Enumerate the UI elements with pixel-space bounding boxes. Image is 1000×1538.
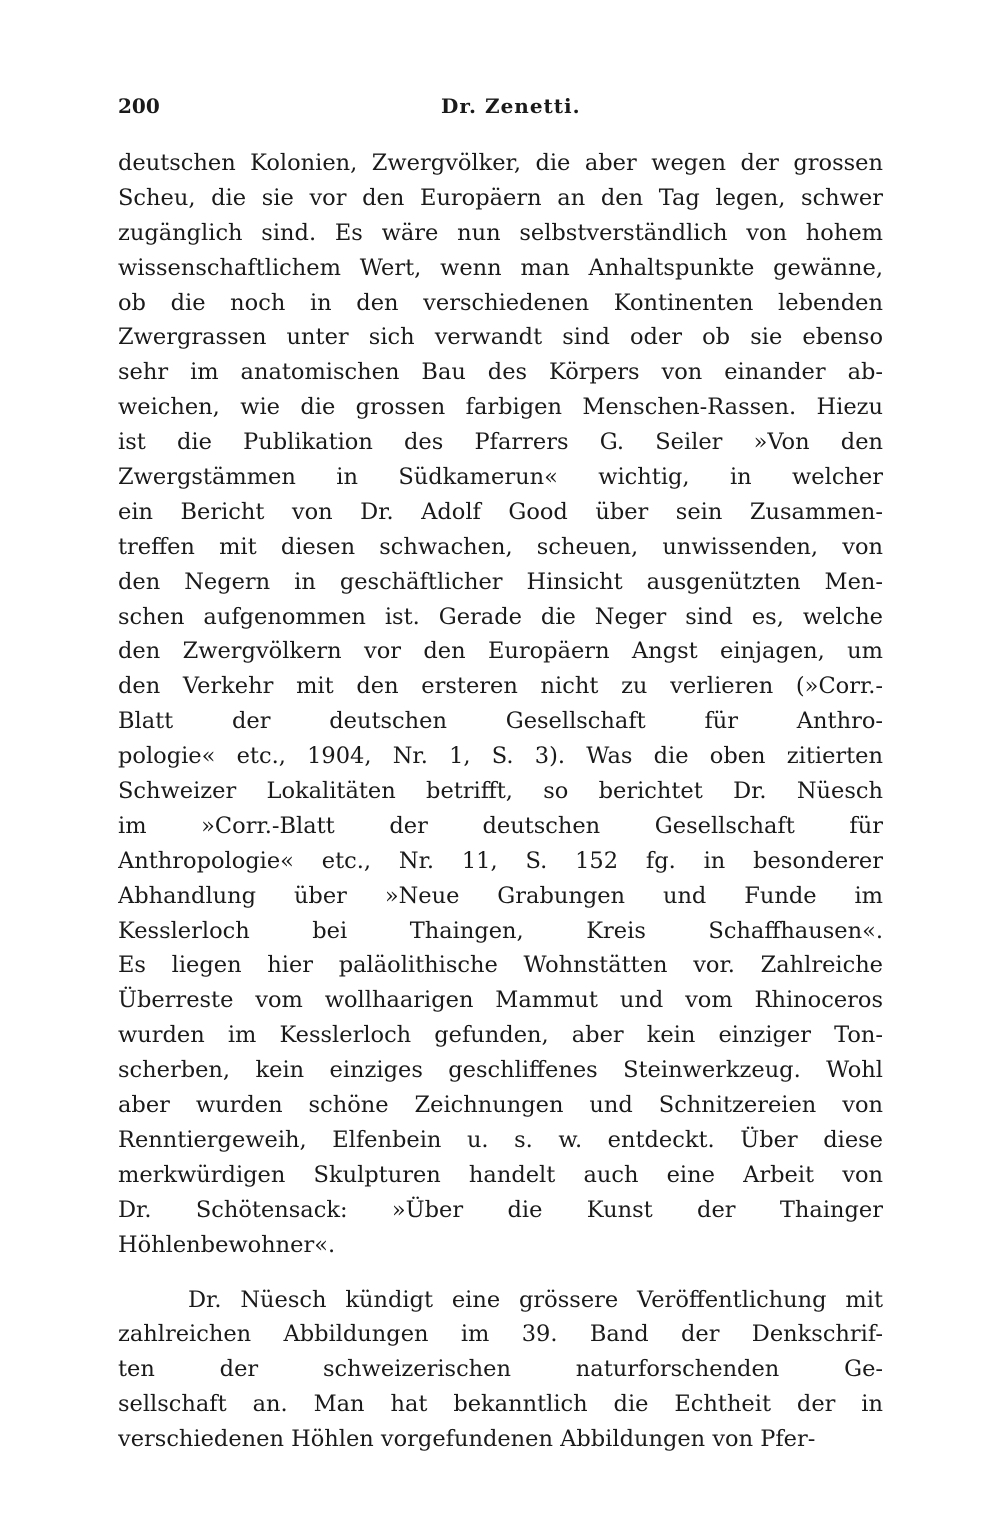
running-title: Dr. Zenetti. [441, 94, 581, 118]
text-line: zahlreichen Abbildungen im 39. Band der Denkschrif- [118, 1321, 883, 1348]
text-line: verschiedenen Höhlen vorgefundenen Abbildungen von Pfer- [118, 1426, 816, 1453]
text-line: sehr im anatomischen Bau des Körpers von einander ab- [118, 359, 883, 386]
text-line: ob die noch in den verschiedenen Kontinenten lebenden [118, 289, 883, 316]
paragraph [118, 1283, 883, 1457]
text-line: weichen, wie die grossen farbigen Menschen-Rassen. Hiezu [118, 394, 883, 421]
text-line: schen aufgenommen ist. Gerade die Neger sind es, welche [118, 603, 883, 630]
text-line: scherben, kein einziges geschliffenes Steinwerkzeug. Wohl [118, 1057, 883, 1084]
running-head [118, 94, 883, 124]
text-line: Renntiergeweih, Elfenbein u. s. w. entdeckt. Über diese [118, 1126, 883, 1153]
text-line: Zwergrassen unter sich verwandt sind oder ob sie ebenso [118, 324, 883, 351]
text-line: deutschen Kolonien, Zwergvölker, die aber wegen der grossen [118, 150, 883, 176]
text-line: Scheu, die sie vor den Europäern an den Tag legen, schwer [118, 184, 883, 211]
text-line: den Negern in geschäftlicher Hinsicht ausgenützten Men- [118, 568, 883, 595]
paragraph-gap [118, 1263, 883, 1283]
text-line: zugänglich sind. Es wäre nun selbstverständlich von hohem [118, 219, 883, 246]
text-line: den Zwergvölkern vor den Europäern Angst einjagen, um [118, 638, 883, 665]
text-line: Abhandlung über »Neue Grabungen und Funde im [118, 882, 883, 909]
text-line: Anthropologie« etc., Nr. 11, S. 152 fg. in besonderer [118, 847, 883, 874]
text-line: treffen mit diesen schwachen, scheuen, unwissenden, von [118, 533, 883, 560]
text-line: sellschaft an. Man hat bekanntlich die Echtheit der in [118, 1391, 883, 1418]
text-line: wurden im Kesslerloch gefunden, aber kein einziger Ton- [118, 1022, 883, 1049]
body-text [118, 146, 883, 1457]
text-line: Zwergstämmen in Südkamerun« wichtig, in welcher [118, 464, 883, 491]
text-line: Höhlenbewohner«. [118, 1231, 336, 1258]
text-line: wissenschaftlichem Wert, wenn man Anhaltspunkte gewänne, [118, 254, 883, 281]
text-line: Dr. Schötensack: »Über die Kunst der Thainger [118, 1196, 883, 1223]
text-line: Blatt der deutschen Gesellschaft für Anthro- [118, 708, 883, 735]
text-line: pologie« etc., 1904, Nr. 1, S. 3). Was die oben zitierten [118, 743, 883, 770]
text-line: den Verkehr mit den ersteren nicht zu verlieren (»Corr.- [118, 673, 883, 700]
text-line: ein Bericht von Dr. Adolf Good über sein Zusammen- [118, 498, 883, 525]
text-line: Kesslerloch bei Thaingen, Kreis Schaffhausen«. [118, 917, 883, 944]
page-number: 200 [118, 94, 160, 118]
paragraph [118, 146, 883, 1263]
text-line: aber wurden schöne Zeichnungen und Schnitzereien von [118, 1092, 883, 1119]
text-line: Schweizer Lokalitäten betrifft, so berichtet Dr. Nüesch [118, 778, 883, 805]
text-line: Dr. Nüesch kündigt eine grössere Veröffentlichung mit [188, 1286, 883, 1313]
text-line: ten der schweizerischen naturforschenden Ge- [118, 1356, 883, 1383]
text-line: ist die Publikation des Pfarrers G. Seiler »Von den [118, 429, 883, 456]
text-line: im »Corr.-Blatt der deutschen Gesellschaft für [118, 812, 883, 839]
text-line: merkwürdigen Skulpturen handelt auch eine Arbeit von [118, 1161, 883, 1188]
text-line: Überreste vom wollhaarigen Mammut und vom Rhinoceros [118, 987, 883, 1014]
text-line: Es liegen hier paläolithische Wohnstätten vor. Zahlreiche [118, 952, 883, 979]
